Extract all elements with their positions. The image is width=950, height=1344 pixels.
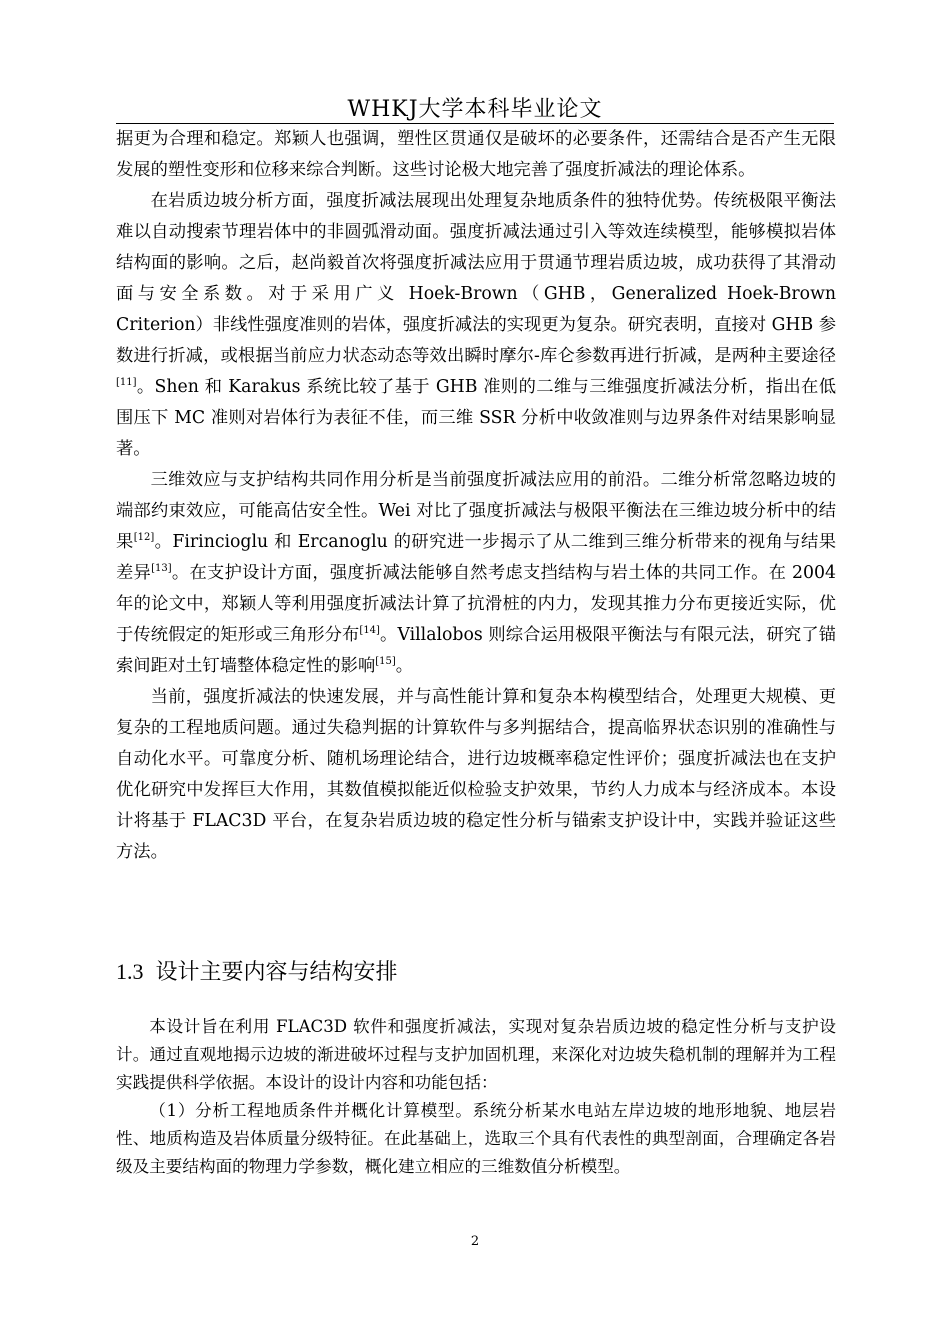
citation: [15] (375, 656, 396, 668)
section-heading (116, 955, 398, 986)
text-segment: 。Firincioglu 和 Ercanoglu 的研究进一步揭示了从二维到三维分析带来的视角与结果差异 (116, 532, 836, 583)
paragraph-1 (116, 124, 836, 186)
section-title: 设计主要内容与结构安排 (155, 960, 398, 985)
text-segment: 。在支护设计方面，强度折减法能够自然考虑支挡结构与岩土体的共同工作。在 2004 年的论文中，郑颖人等利用强度折减法计算了抗滑桩的内力，发现其推力分布更接近实际，优于传统假定的矩形或三角形分布 (116, 563, 836, 645)
section-paragraph-2: （1）分析工程地质条件并概化计算模型。系统分析某水电站左岸边坡的地形地貌、地层岩性、地质构造及岩体质量分级特征。在此基础上，选取三个具有代表性的典型剖面，合理确定各岩级及主要结构面的物理力学参数，概化建立相应的三维数值分析模型。 (116, 1101, 836, 1176)
page-header: WHKJ大学本科毕业论文 (347, 97, 603, 122)
body-text (116, 124, 836, 868)
text-segment: 在岩质边坡分析方面，强度折减法展现出处理复杂地质条件的独特优势。传统极限平衡法难以自动搜索节理岩体中的非圆弧滑动面。强度折减法通过引入等效连续模型，能够模拟岩体结构面的影响。之后，赵尚毅首次将强度折减法应用于贯通节理岩质边坡，成功获得了其滑动面与安全系数。对于采用广义 Hoek-Brown（GHB，Generalized Hoek-Brown Criterion）非线性强度准则的岩体，强度折减法的实现更为复杂。研究表明，直接对 GHB 参数进行折减，或根据当前应力状态动态等效出瞬时摩尔-库仑参数再进行折减，是两种主要途径 (116, 191, 836, 366)
citation: [14] (359, 625, 380, 637)
citation: [13] (151, 563, 172, 575)
paragraph-4 (116, 682, 836, 868)
paragraph-2 (116, 186, 836, 465)
text-segment: 当前，强度折减法的快速发展，并与高性能计算和复杂本构模型结合，处理更大规模、更复杂的工程地质问题。通过失稳判据的计算软件与多判据结合，提高临界状态识别的准确性与自动化水平。可靠度分析、随机场理论结合，进行边坡概率稳定性评价；强度折减法也在支护优化研究中发挥巨大作用，其数值模拟能近似检验支护效果，节约人力成本与经济成本。本设计将基于 FLAC3D 平台，在复杂岩质边坡的稳定性分析与锚索支护设计中，实践并验证这些方法。 (116, 687, 836, 862)
paragraph-3 (116, 465, 836, 682)
text-segment: 。Villalobos 则综合运用极限平衡法与有限元法，研究了锚索间距对土钉墙整体稳定性的影响 (116, 625, 836, 676)
citation: [11] (116, 377, 137, 389)
section-number: 1.3 (116, 959, 144, 984)
citation: [12] (133, 532, 155, 544)
section-body (116, 1013, 836, 1181)
text-segment: 。 (395, 656, 414, 676)
text-segment: 。Shen 和 Karakus 系统比较了基于 GHB 准则的二维与三维强度折减法分析，指出在低围压下 MC 准则对岩体行为表征不佳，而三维 SSR 分析中收敛准则与边界条件对结果影响显著。 (116, 377, 836, 459)
page-number: 2 (470, 1234, 480, 1249)
text-segment: 据更为合理和稳定。郑颖人也强调，塑性区贯通仅是破坏的必要条件，还需结合是否产生无限发展的塑性变形和位移来综合判断。这些讨论极大地完善了强度折减法的理论体系。 (116, 129, 836, 180)
text-segment: 三维效应与支护结构共同作用分析是当前强度折减法应用的前沿。二维分析常忽略边坡的端部约束效应，可能高估安全性。Wei 对比了强度折减法与极限平衡法在三维边坡分析中的结果 (116, 470, 836, 552)
section-paragraph-1: 本设计旨在利用 FLAC3D 软件和强度折减法，实现对复杂岩质边坡的稳定性分析与支护设计。通过直观地揭示边坡的渐进破坏过程与支护加固机理，来深化对边坡失稳机制的理解并为工程实践提供科学依据。本设计的设计内容和功能包括： (116, 1017, 836, 1092)
